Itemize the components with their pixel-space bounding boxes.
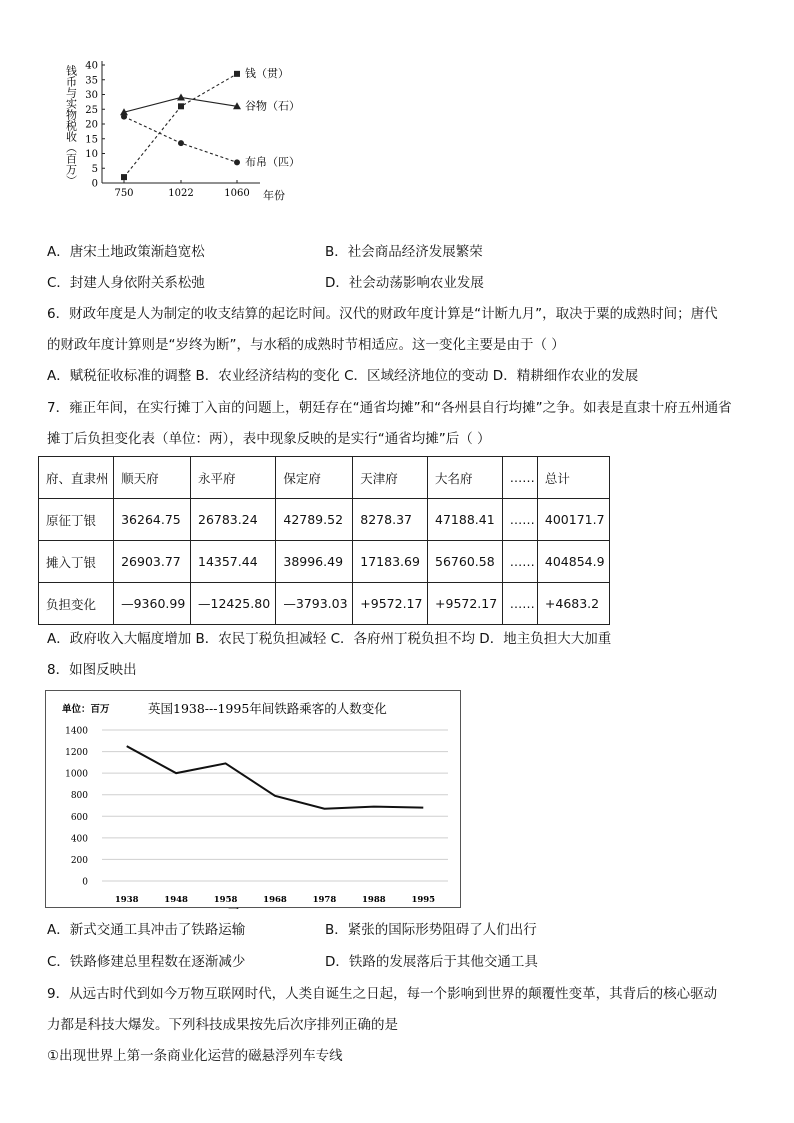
railway-x-tick-label: 1968: [263, 895, 287, 905]
table-cell: 36264.75: [114, 499, 191, 541]
table-cell: 原征丁银: [39, 499, 114, 541]
railway-chart-title: 英国1938---1995年间铁路乘客的人数变化: [148, 701, 387, 716]
chart1-y-tick-label: 30: [85, 90, 98, 101]
railway-x-tick-label: 1958: [213, 895, 238, 905]
chart1-point: [234, 71, 240, 77]
table-row: [39, 541, 610, 583]
chart1-x-tick-label: 1022: [168, 188, 194, 199]
table-cell: 保定府: [276, 457, 353, 499]
q9-stem-line1: 9．从远古时代到如今万物互联网时代，人类自诞生之日起，每一个影响到世界的颠覆性变革，其背后的核心驱动: [47, 986, 718, 1002]
table-cell: 26903.77: [114, 541, 191, 583]
chart1-point: [121, 174, 127, 180]
q8-option-b[interactable]: B．紧张的国际形势阻碍了人们出行: [325, 922, 537, 938]
railway-x-tick-label: 1948: [164, 895, 188, 905]
railway-unit-label: 单位：百万: [62, 704, 110, 715]
chart1-point: [178, 140, 184, 146]
chart1-x-tick-label: 750: [114, 188, 134, 199]
tax-line-chart: [55, 55, 335, 205]
chart1-series: [120, 66, 300, 180]
table-cell: —9360.99: [114, 583, 191, 625]
q5-option-a[interactable]: A．唐宋土地政策渐趋宽松: [47, 244, 205, 260]
chart1-y-tick-label: 25: [85, 104, 98, 116]
railway-y-tick-label: 600: [70, 812, 88, 823]
railway-y-tick-label: 1000: [65, 769, 88, 780]
chart1-y-tick-label: 5: [91, 163, 98, 175]
q9-item-1: ①出现世界上第一条商业化运营的磁悬浮列车专线: [47, 1048, 343, 1064]
table-cell: ……: [502, 499, 537, 541]
table-cell: 47188.41: [428, 499, 503, 541]
table-cell: ……: [502, 541, 537, 583]
chart1-xlabel: 年份: [263, 189, 285, 202]
railway-axes: [65, 727, 448, 906]
chart1-point: [178, 103, 184, 109]
chart1-y-tick-label: 40: [85, 60, 98, 72]
railway-y-tick-label: 200: [70, 855, 88, 866]
table-cell: 42789.52: [276, 499, 353, 541]
table-row: [39, 499, 610, 541]
table-cell: 总计: [537, 457, 609, 499]
chart1-ylabel: 钱币与实物税收（百万）: [64, 65, 78, 186]
chart1-axes: [85, 61, 260, 200]
q7-options[interactable]: A．政府收入大幅度增加 B．农民丁税负担减轻 C．各府州丁税负担不均 D．地主负担大大加重: [47, 631, 612, 647]
chart1-x-tick-label: 1060: [224, 188, 250, 199]
q6-stem-line2: 的财政年度计算则是“岁终为断”，与水稻的成熟时节相适应。这一变化主要是由于（ ）: [47, 337, 565, 353]
railway-x-tick-label: 1988: [362, 895, 386, 905]
q6-options[interactable]: A．赋税征收标准的调整 B．农业经济结构的变化 C．区域经济地位的变动 D．精耕细作农业的发展: [47, 368, 639, 384]
q8-option-c[interactable]: C．铁路修建总里程数在逐渐减少: [47, 954, 246, 970]
table-cell: 顺天府: [114, 457, 191, 499]
table-cell: 26783.24: [191, 499, 276, 541]
railway-x-tick-label: 1995: [411, 895, 436, 905]
q8-stem: 8．如图反映出: [47, 662, 137, 678]
railway-y-tick-label: 1400: [65, 726, 88, 737]
chart1-series-label: 谷物（石）: [245, 99, 300, 113]
table-cell: ……: [502, 457, 537, 499]
table-cell: 38996.49: [276, 541, 353, 583]
table-cell: 大名府: [428, 457, 503, 499]
chart1-y-tick-label: 20: [85, 119, 98, 131]
chart1-y-tick-label: 10: [85, 149, 98, 160]
table-cell: 17183.69: [353, 541, 428, 583]
table-row: [39, 583, 610, 625]
table-cell: +9572.17: [353, 583, 428, 625]
table-cell: 8278.37: [353, 499, 428, 541]
table-cell: 永平府: [191, 457, 276, 499]
table-cell: —12425.80: [191, 583, 276, 625]
railway-y-tick-label: 0: [82, 877, 88, 888]
table-cell: +4683.2: [537, 583, 609, 625]
chart1-series-line: [124, 74, 237, 177]
table-cell: ……: [502, 583, 537, 625]
q7-stem-line2: 摊丁后负担变化表（单位：两），表中现象反映的是实行“通省均摊”后（ ）: [47, 431, 491, 447]
railway-series: [127, 746, 424, 809]
table-cell: 摊入丁银: [39, 541, 114, 583]
q7-stem-line1: 7．雍正年间，在实行摊丁入亩的问题上，朝廷存在“通省均摊”和“各州县自行均摊”之争。如表是直隶十府五州通省: [47, 400, 732, 416]
chart1-y-tick-label: 15: [85, 134, 98, 146]
chart1-series-line: [124, 117, 237, 163]
railway-x-tick-label: 1938: [114, 895, 139, 905]
chart1-y-tick-label: 0: [91, 178, 98, 190]
railway-y-tick-label: 1200: [65, 748, 88, 759]
table-cell: 府、直隶州: [39, 457, 114, 499]
chart1-point: [234, 159, 240, 165]
q8-option-a[interactable]: A．新式交通工具冲击了铁路运输: [47, 922, 246, 938]
tax-burden-table: [38, 456, 610, 625]
table-cell: 14357.44: [191, 541, 276, 583]
chart-footnote-mark: 一: [228, 903, 239, 916]
table-header-row: [39, 457, 610, 499]
table-cell: 负担变化: [39, 583, 114, 625]
q9-stem-line2: 力都是科技大爆发。下列科技成果按先后次序排列正确的是: [47, 1017, 398, 1033]
table-cell: 400171.7: [537, 499, 609, 541]
railway-y-tick-label: 800: [70, 791, 88, 802]
q6-stem-line1: 6．财政年度是人为制定的收支结算的起讫时间。汉代的财政年度计算是“计断九月”，取决于粟的成熟时间；唐代: [47, 306, 718, 322]
chart1-y-tick-label: 35: [85, 75, 98, 87]
chart1-series-label: 钱（贯）: [245, 66, 289, 80]
q5-option-d[interactable]: D．社会动荡影响农业发展: [325, 275, 484, 291]
chart1-series-label: 布帛（匹）: [245, 155, 300, 169]
chart1-point: [121, 114, 127, 120]
railway-line-chart: [46, 691, 460, 907]
railway-chart-frame: [45, 690, 461, 908]
railway-passenger-line: [127, 746, 424, 809]
railway-x-tick-label: 1978: [312, 895, 337, 905]
q5-option-c[interactable]: C．封建人身依附关系松弛: [47, 275, 205, 291]
table-cell: 56760.58: [428, 541, 503, 583]
table-cell: 404854.9: [537, 541, 609, 583]
table-cell: +9572.17: [428, 583, 503, 625]
table-cell: —3793.03: [276, 583, 353, 625]
q8-option-d[interactable]: D．铁路的发展落后于其他交通工具: [325, 954, 538, 970]
table-cell: 天津府: [353, 457, 428, 499]
chart1-point: [177, 93, 185, 100]
railway-y-tick-label: 400: [70, 834, 88, 845]
q5-option-b[interactable]: B．社会商品经济发展繁荣: [325, 244, 483, 260]
